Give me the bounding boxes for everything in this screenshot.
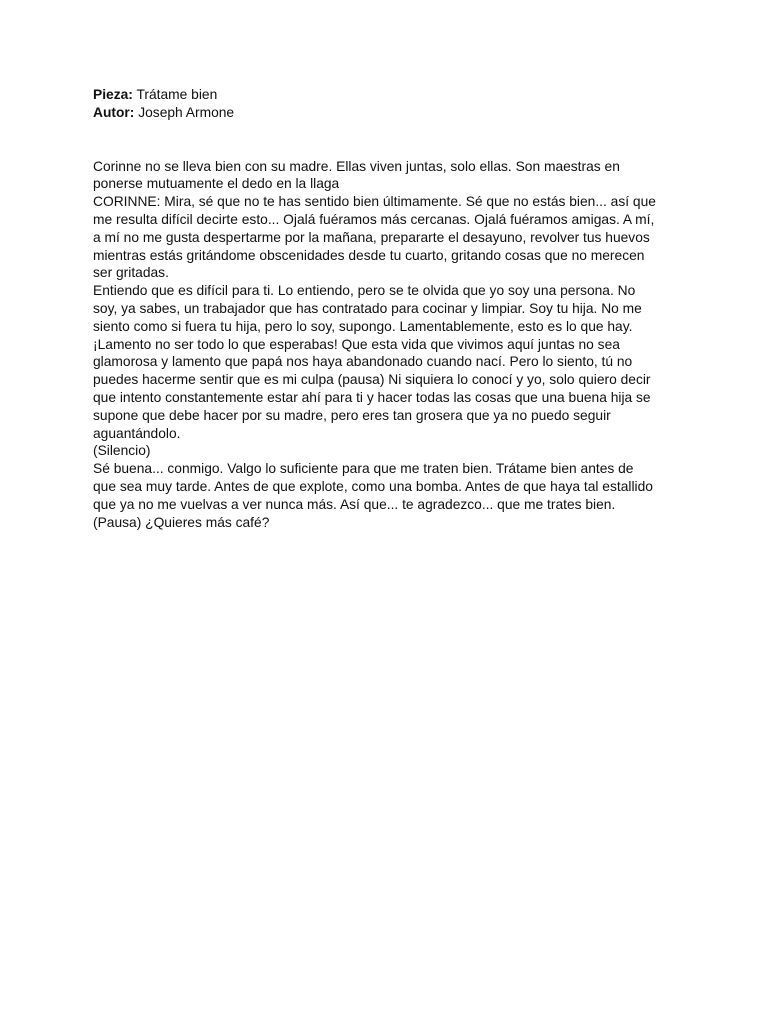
text-line: aguantándolo. [93,425,181,441]
text-line: mientras estás gritándome obscenidades desde tu cuarto, gritando cosas que no merecen [93,247,645,263]
text-line: que sea muy tarde. Antes de que explote, como una bomba. Antes de que haya tal estallido [93,478,653,494]
text-line: me resulta difícil decirte esto... Ojalá fuéramos más cercanas. Ojalá fuéramos amigas. A mí, [93,211,655,227]
author-line [93,104,678,122]
text-line: siento como si fuera tu hija, pero lo soy, supongo. Lamentablemente, esto es lo que hay. [93,318,633,334]
text-line: Corinne no se lleva bien con su madre. Ellas viven juntas, solo ellas. Son maestras en [93,158,620,174]
text-line: que intento constantemente estar ahí para ti y hacer todas las cosas que una buena hija se [93,389,651,405]
author-name: Joseph Armone [138,104,235,120]
text-line: que ya no me vuelvas a ver nunca más. Así que... te agradezco... que me trates bien. [93,496,616,512]
piece-label: Pieza: [93,87,133,102]
body-text [93,158,678,532]
text-line: ponerse mutuamente el dedo en la llaga [93,176,340,192]
text-line: supone que debe hacer por su madre, pero eres tan grosera que ya no puedo seguir [93,407,611,423]
piece-title: Trátame bien [136,87,218,102]
text-line: CORINNE: Mira, sé que no te has sentido bien últimamente. Sé que no estás bien... así que [93,194,656,210]
text-line: ser gritadas. [93,265,169,281]
text-line: (Silencio) [93,443,151,459]
text-line: Sé buena... conmigo. Valgo lo suficiente para que me traten bien. Trátame bien antes de [93,461,634,477]
text-line: a mí no me gusta despertarme por la mañana, prepararte el desayuno, revolver tus huevos [93,229,650,245]
text-line: glamorosa y lamento que papá nos haya abandonado cuando nací. Pero lo siento, tú no [93,354,633,370]
text-line: puedes hacerme sentir que es mi culpa (pausa) Ni siquiera lo conocí y yo, solo quiero decir [93,372,651,388]
text-line: Entiendo que es difícil para ti. Lo entiendo, pero se te olvida que yo soy una persona. No [93,283,636,299]
text-line: soy, ya sabes, un trabajador que has contratado para cocinar y limpiar. Soy tu hija. No me [93,300,642,316]
document-page [93,86,678,531]
text-line: ¡Lamento no ser todo lo que esperabas! Que esta vida que vivimos aquí juntas no sea [93,336,620,352]
author-label: Autor: [93,104,135,120]
text-line: (Pausa) ¿Quieres más café? [93,514,270,530]
piece-line [93,86,678,104]
spacer [93,122,678,158]
